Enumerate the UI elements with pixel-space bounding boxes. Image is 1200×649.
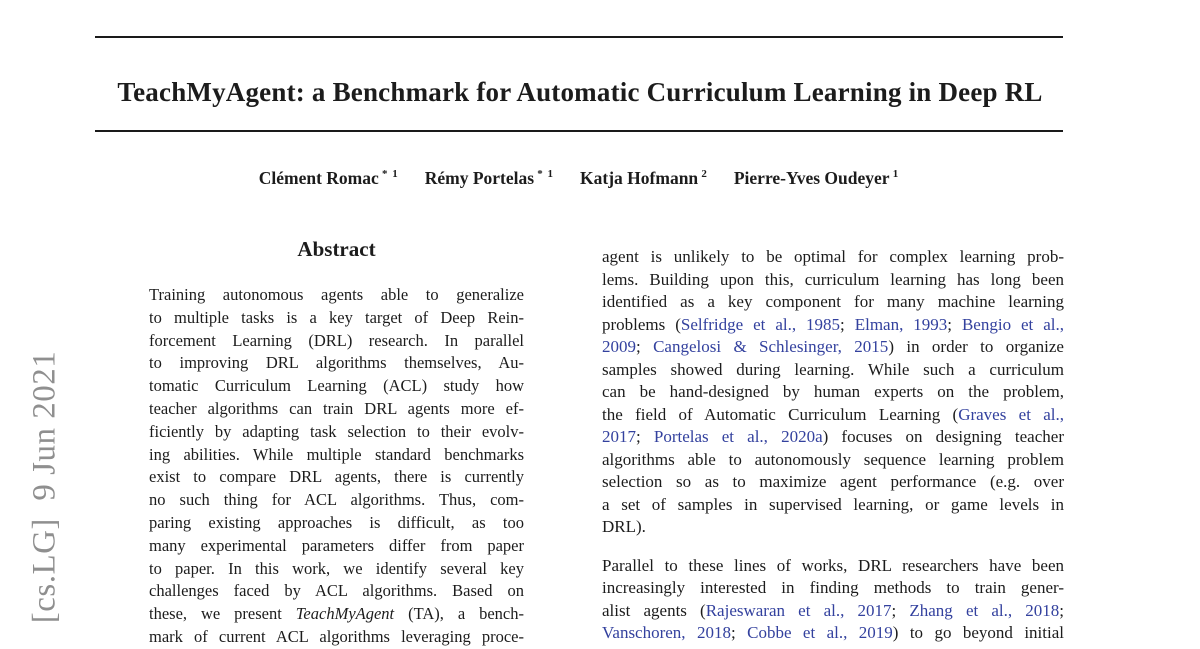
text-line: [149, 398, 524, 421]
text-line: [149, 444, 524, 467]
paragraph: [602, 555, 1064, 645]
author-affiliation-superscript: 2: [698, 168, 708, 181]
text-span: ) to go beyond initial: [892, 623, 1064, 642]
text-line: [149, 558, 524, 581]
citation-link[interactable]: Selfridge et al., 1985: [680, 314, 841, 334]
text-line: [602, 516, 1064, 539]
text-span: ;: [636, 337, 654, 356]
text-span: tomatic Curriculum Learning (ACL) study how: [149, 376, 524, 396]
text-span: many experimental parameters differ from paper: [149, 535, 524, 555]
text-line: [602, 555, 1064, 578]
text-span: a set of samples in supervised learning, or game levels in: [602, 494, 1064, 514]
citation-link[interactable]: Bengio et al.,: [961, 314, 1064, 334]
author-affiliation-superscript: * 1: [534, 168, 555, 181]
author-name-text: Katja Hofmann: [580, 168, 699, 188]
text-line: [149, 375, 524, 398]
text-span: ;: [730, 623, 748, 642]
author-name: [580, 168, 708, 188]
abstract-heading: Abstract: [297, 237, 376, 261]
right-column-text: [602, 246, 1064, 645]
citation-link[interactable]: Rajeswaran et al., 2017: [705, 600, 892, 620]
text-line: [602, 269, 1064, 292]
text-line: [602, 600, 1064, 623]
author-affiliation-superscript: * 1: [378, 168, 399, 181]
header-rule-top: [95, 36, 1063, 38]
paper-title: TeachMyAgent: a Benchmark for Automatic Curriculum Learning in Deep RL: [117, 77, 1043, 107]
text-span: ;: [636, 427, 654, 446]
text-span: exist to compare DRL agents, there is currently: [149, 467, 524, 487]
authors-line: [95, 168, 1063, 189]
text-span: ;: [891, 600, 910, 620]
text-span: paring existing approaches is difficult, as too: [149, 512, 524, 532]
text-span: (TA), a bench-: [394, 604, 524, 624]
text-span: to multiple tasks is a key target of Deep Rein-: [149, 307, 524, 327]
text-line: [149, 330, 524, 353]
text-span: ;: [1059, 600, 1065, 620]
text-span: DRL).: [602, 517, 646, 536]
text-span: ;: [840, 314, 855, 334]
text-line: [602, 577, 1064, 600]
text-line: [149, 603, 524, 626]
text-span: identified as a key component for many machine learning: [602, 292, 1064, 311]
text-line: [149, 512, 524, 535]
text-span: no such thing for ACL algorithms. Thus, com-: [149, 490, 524, 510]
citation-link[interactable]: Graves et al.,: [958, 404, 1064, 424]
text-span: to improving DRL algorithms themselves, Au-: [149, 353, 524, 373]
citation-link[interactable]: Vanschoren, 2018: [602, 623, 731, 642]
author-name: [734, 168, 899, 188]
text-line: [602, 622, 1064, 645]
text-line: [602, 336, 1064, 359]
text-line: [149, 466, 524, 489]
text-line: [149, 421, 524, 444]
text-line: [602, 246, 1064, 269]
arxiv-watermark: [cs.LG] 9 Jun 2021: [26, 350, 63, 624]
citation-link[interactable]: Zhang et al., 2018: [909, 600, 1060, 620]
text-line: [602, 314, 1064, 337]
text-span: Parallel to these lines of works, DRL researchers have been: [602, 555, 1064, 575]
text-span: can be hand-designed by human experts on the problem,: [602, 382, 1064, 401]
text-line: [149, 489, 524, 512]
citation-link[interactable]: Portelas et al., 2020a: [653, 427, 823, 446]
text-span: ) in order to organize: [888, 337, 1064, 356]
citation-link[interactable]: 2009: [602, 337, 636, 356]
text-span: samples showed during learning. While such a curriculum: [602, 359, 1064, 379]
text-span: ) focuses on designing teacher: [822, 427, 1064, 446]
text-line: [149, 307, 524, 330]
author-name-text: Rémy Portelas: [424, 168, 535, 188]
text-line: [602, 291, 1064, 314]
text-line: [149, 284, 524, 307]
text-span: Training autonomous agents able to generalize: [149, 285, 524, 304]
text-line: [149, 626, 524, 649]
text-line: [602, 404, 1064, 427]
text-span: mark of current ACL algorithms leveraging proce-: [149, 626, 524, 646]
author-affiliation-superscript: 1: [889, 168, 900, 181]
author-name-text: Pierre-Yves Oudeyer: [733, 168, 890, 188]
text-span: increasingly interested in finding methods to train gener-: [602, 578, 1064, 597]
citation-link[interactable]: Cangelosi & Schlesinger, 2015: [653, 337, 889, 356]
author-name-text: Clément Romac: [258, 168, 379, 188]
text-span: forcement Learning (DRL) research. In parallel: [149, 330, 524, 350]
text-span: lems. Building upon this, curriculum learning has long been: [602, 269, 1064, 289]
text-span: ing abilities. While multiple standard benchmarks: [149, 444, 524, 464]
citation-link[interactable]: Cobbe et al., 2019: [747, 623, 893, 642]
text-span: algorithms able to autonomously sequence learning problem: [602, 449, 1064, 469]
text-span: to paper. In this work, we identify several key: [149, 558, 524, 578]
text-line: [602, 426, 1064, 449]
citation-link[interactable]: 2017: [602, 427, 636, 446]
author-name: [259, 168, 399, 188]
text-line: [602, 471, 1064, 494]
text-span: these, we present: [149, 604, 296, 624]
text-span: challenges faced by ACL algorithms. Based on: [149, 581, 524, 601]
text-span: agent is unlikely to be optimal for complex learning prob-: [602, 247, 1064, 266]
text-line: [149, 580, 524, 603]
text-span: problems (: [602, 314, 681, 334]
text-line: [149, 352, 524, 375]
text-span: ;: [947, 314, 962, 334]
text-line: [602, 449, 1064, 472]
author-name: [425, 168, 554, 188]
text-span: teacher algorithms can train DRL agents more ef-: [149, 398, 524, 418]
text-line: [602, 359, 1064, 382]
italic-text: TeachMyAgent: [295, 604, 395, 624]
text-line: [602, 381, 1064, 404]
text-span: alist agents (: [602, 600, 706, 620]
text-line: [149, 535, 524, 558]
text-span: selection so as to maximize agent performance (e.g. over: [602, 472, 1064, 491]
text-span: ficiently by adapting task selection to their evolv-: [149, 421, 524, 441]
text-line: [602, 494, 1064, 517]
text-span: the field of Automatic Curriculum Learning (: [602, 404, 959, 424]
citation-link[interactable]: Elman, 1993: [854, 314, 948, 334]
abstract-body: [149, 284, 524, 649]
header-rule-bottom: [95, 130, 1063, 132]
paragraph: [602, 246, 1064, 539]
